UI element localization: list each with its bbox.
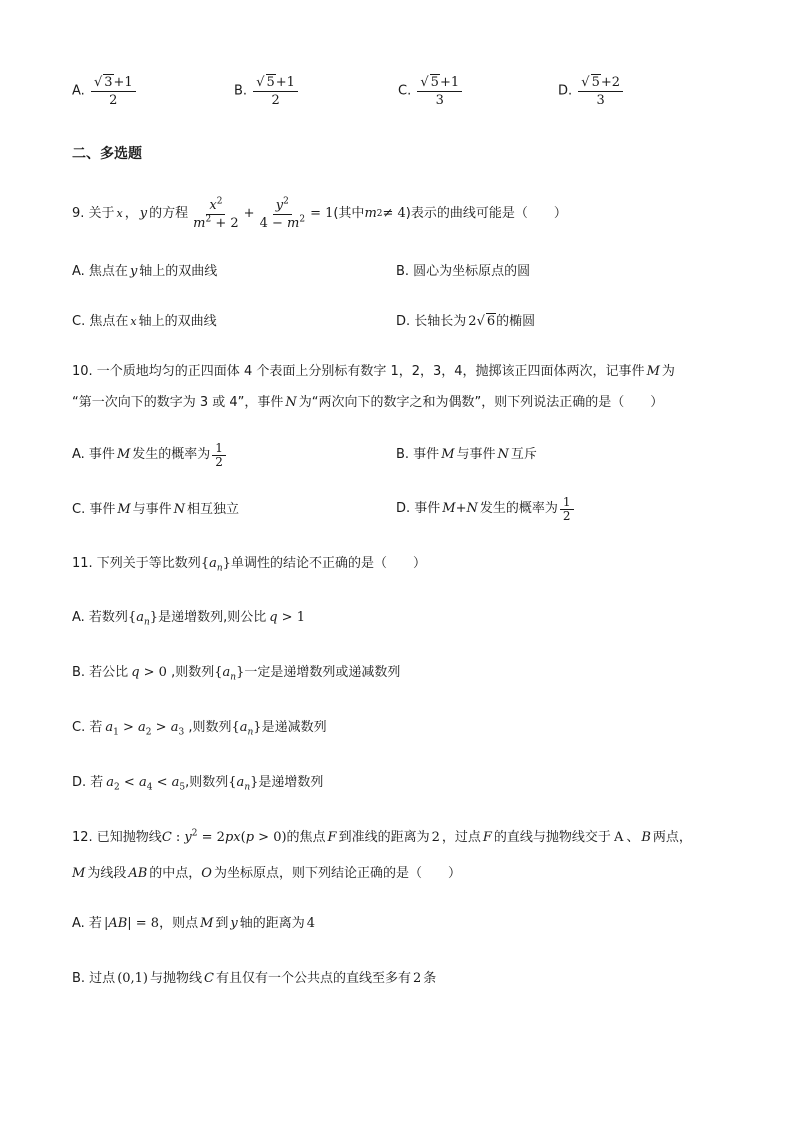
option-label: A. <box>72 83 85 99</box>
fraction-half: $\frac{1}{2}$ <box>560 496 574 523</box>
section-title: 二、多选题 <box>72 146 142 162</box>
fraction: $\frac{√ 5+2}{3}$ <box>578 74 623 109</box>
fraction: $\frac{√ 5+1}{3}$ <box>417 74 462 109</box>
q12-stem-line2: M 为线段 AB 的中点，O 为坐标原点，则下列结论正确的是（ ） <box>72 866 461 881</box>
fraction-y: $\frac{y^2}{4 - m^2}$ <box>259 196 306 231</box>
fraction: $\frac{√ 3+1}{2}$ <box>91 74 136 109</box>
q8-options-row <box>72 74 712 114</box>
q10-stem-line2: “第一次向下的数字为 3 或 4”，事件 N 为“两次向下的数字之和为偶数”，则下列说法正确的是（ ） <box>72 395 664 410</box>
q11-option-a[interactable]: A. 若数列$\{a_n\}$是递增数列,则公比 q > 1 <box>72 610 305 628</box>
q10-option-c[interactable]: C. 事件 M 与事件 N 相互独立 <box>72 502 240 517</box>
q12-option-a[interactable]: A. 若 |AB| = 8，则点 M 到 y 轴的距离为 4 <box>72 916 316 931</box>
q10-option-d[interactable]: D. 事件 M + N 发生的概率为 $\frac{1}{2}$ <box>396 494 576 524</box>
q8-option-a[interactable] <box>72 74 138 109</box>
q8-option-b[interactable] <box>234 74 300 109</box>
q12-option-b[interactable]: B. 过点 (0,1) 与抛物线 C 有且仅有一个公共点的直线至多有 2 条 <box>72 971 437 986</box>
q9-option-d[interactable]: D. 长轴长为 2√ 6的椭圆 <box>396 314 536 329</box>
q9-stem: 9. 关于 x ， y 的方程 $\frac{x^2}{m^2 + 2}$ + $\frac{y^2}{4 - m^2}$ = 1 (其中 m 2 ≠ 4 )表示的曲线可能是（ ） <box>72 196 567 231</box>
option-label: D. <box>558 83 573 99</box>
q9-option-b[interactable]: B. 圆心为坐标原点的圆 <box>396 264 531 279</box>
q12-stem-line1: 12. 已知抛物线C : $y^2 = 2px(p > 0)$的焦点 F 到准线的距离为 2 ，过点 F 的直线与抛物线交于 A 、 B 两点， <box>72 828 692 845</box>
q8-option-d[interactable] <box>558 74 625 109</box>
fraction-half: $\frac{1}{2}$ <box>212 442 226 469</box>
q9-option-c[interactable]: C. 焦点在 x 轴上的双曲线 <box>72 314 217 329</box>
q8-option-c[interactable] <box>398 74 464 109</box>
fraction: $\frac{√ 5+1}{2}$ <box>253 74 298 109</box>
q11-option-c[interactable]: C. 若 $a_1 > a_2 > a_3$ ,则数列$\{a_n\}$是递减数列 <box>72 720 327 738</box>
q11-stem: 11. 下列关于等比数列$\{a_n\}$单调性的结论不正确的是（ ） <box>72 556 426 574</box>
q11-option-b[interactable]: B. 若公比 q > 0 ,则数列$\{a_n\}$一定是递增数列或递减数列 <box>72 665 401 683</box>
option-label: B. <box>234 83 248 99</box>
fraction-x: $\frac{x^2}{m^2 + 2}$ <box>193 196 239 231</box>
q10-stem-line1: 10. 一个质地均匀的正四面体 4 个表面上分别标有数字 1，2，3，4，抛掷该正四面体两次，记事件 M 为 <box>72 364 675 379</box>
q11-option-d[interactable]: D. 若 $a_2 < a_4 < a_5$,则数列$\{a_n\}$是递增数列 <box>72 775 324 793</box>
q9-option-a[interactable]: A. 焦点在 y 轴上的双曲线 <box>72 264 218 279</box>
option-label: C. <box>398 83 412 99</box>
q10-option-a[interactable]: A. 事件 M 发生的概率为 $\frac{1}{2}$ <box>72 440 228 470</box>
q10-option-b[interactable]: B. 事件 M 与事件 N 互斥 <box>396 447 537 462</box>
